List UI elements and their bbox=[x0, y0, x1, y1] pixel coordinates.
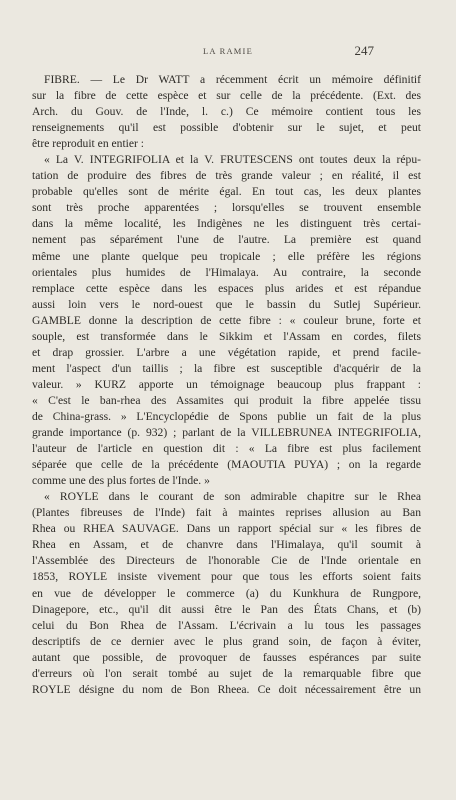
text-line: 1853, ROYLE insiste vivement pour que tous les efforts soient faits bbox=[32, 570, 421, 584]
text-line: grande importance (p. 932) ; parlant de la VILLEBRUNEA INTEGRIFOLIA, bbox=[32, 426, 421, 440]
text-line: être reproduit en entier : bbox=[32, 137, 145, 151]
text-line: GAMBLE donne la description de cette fibre : « couleur brune, forte et bbox=[32, 313, 421, 327]
text-line: sur la fibre de cette espèce et sur celle de la précédente. (Ext. des bbox=[32, 89, 421, 103]
text-line: orientales plus humides de l'Himalaya. Au contraire, la seconde bbox=[32, 265, 421, 279]
running-title: LA RAMIE bbox=[203, 46, 253, 56]
text-line: Dinagepore, etc., qu'il dit aussi être le Pan des États Chans, et (b) bbox=[32, 602, 421, 616]
text-line: renseignements qu'il est possible d'obtenir sur le sujet, et peut bbox=[32, 121, 421, 135]
text-line: tation de produire des fibres de très grande valeur ; en réalité, il est bbox=[32, 169, 421, 183]
text-line: remplace cette espèce dans les espaces plus arides et est répandue bbox=[32, 281, 421, 295]
text-line: de China-grass. » L'Encyclopédie de Spons publie un fait de la plus bbox=[32, 409, 421, 423]
text-line: valeur. » KURZ apporte un témoignage beaucoup plus frappant : bbox=[32, 377, 421, 391]
text-line: Rhea ou RHEA SAUVAGE. Dans un rapport spécial sur « les fibres de bbox=[32, 522, 421, 536]
paragraph bbox=[32, 152, 421, 489]
text-line: (Plantes fibreuses de l'Inde) fait à maintes reprises allusion au Ban bbox=[32, 506, 421, 520]
text-line: d'erreurs où l'on serait tombé au sujet de la remarquable fibre que bbox=[32, 666, 421, 680]
text-line: descriptifs de ce dernier avec le plus grand soin, de façon à éviter, bbox=[32, 634, 421, 648]
text-line: comme une des plus fortes de l'Inde. » bbox=[32, 474, 210, 488]
text-line: Rhea en Assam, et de chanvre dans l'Himalaya, qu'il soumit à bbox=[32, 538, 421, 552]
text-line: sont très proche apparentées ; lorsqu'elles se trouvent ensemble bbox=[32, 201, 421, 215]
paragraph bbox=[32, 72, 421, 152]
text-line: même une plante quelque peu tropicale ; elle préfère les régions bbox=[32, 249, 421, 263]
text-line: « La V. INTEGRIFOLIA et la V. FRUTESCENS ont toutes deux la répu- bbox=[44, 153, 421, 167]
text-line: en vue de développer le commerce (a) du Kunkhura de Rungpore, bbox=[32, 586, 421, 600]
text-line: « C'est le ban-rhea des Assamites qui produit la fibre appelée tissu bbox=[32, 393, 421, 407]
text-line: ROYLE désigne du nom de Bon Rheea. Ce doit nécessairement être un bbox=[32, 682, 421, 696]
text-line: autant que possible, de provoquer de fausses espérances par suite bbox=[32, 650, 421, 664]
text-line: l'Assemblée des Directeurs de l'honorable Cie de l'Inde orientale en bbox=[32, 554, 421, 568]
page-number: 247 bbox=[354, 43, 374, 58]
text-line: celui du Bon Rhea de l'Assam. L'écrivain a lu tous les passages bbox=[32, 618, 421, 632]
text-line: aussi loin vers le nord-ouest que le bassin du Sutlej Supérieur. bbox=[32, 297, 421, 311]
text-line: nement pas séparément l'une de l'autre. La première est quand bbox=[32, 233, 421, 247]
text-line: FIBRE. — Le Dr WATT a récemment écrit un mémoire définitif bbox=[44, 73, 421, 86]
text-line: ment l'aspect d'un taillis ; la fibre est susceptible d'acquérir de la bbox=[32, 361, 421, 375]
page-header bbox=[0, 43, 456, 62]
body-text bbox=[32, 72, 421, 698]
text-line: l'auteur de l'article en question dit : « La fibre est plus facilement bbox=[32, 442, 421, 456]
text-line: « ROYLE dans le courant de son admirable chapitre sur le Rhea bbox=[44, 490, 421, 504]
paragraph bbox=[32, 489, 421, 698]
text-line: dans la même localité, les Indigènes ne les distinguent très certai- bbox=[32, 217, 421, 231]
text-line: et drap grossier. L'arbre a une végétation rapide, et prend facile- bbox=[32, 345, 421, 359]
text-line: probable qu'elles sont de mérite égal. En tout cas, les deux plantes bbox=[32, 185, 421, 199]
text-line: Arch. du Gouv. de l'Inde, l. c.) Ce mémoire contient tous les bbox=[32, 105, 421, 119]
text-line: souple, est transformée dans le Sikkim et l'Assam en cordes, filets bbox=[32, 329, 421, 343]
text-line: séparée que celle de la précédente (MAOUTIA PUYA) ; on la regarde bbox=[32, 458, 421, 472]
